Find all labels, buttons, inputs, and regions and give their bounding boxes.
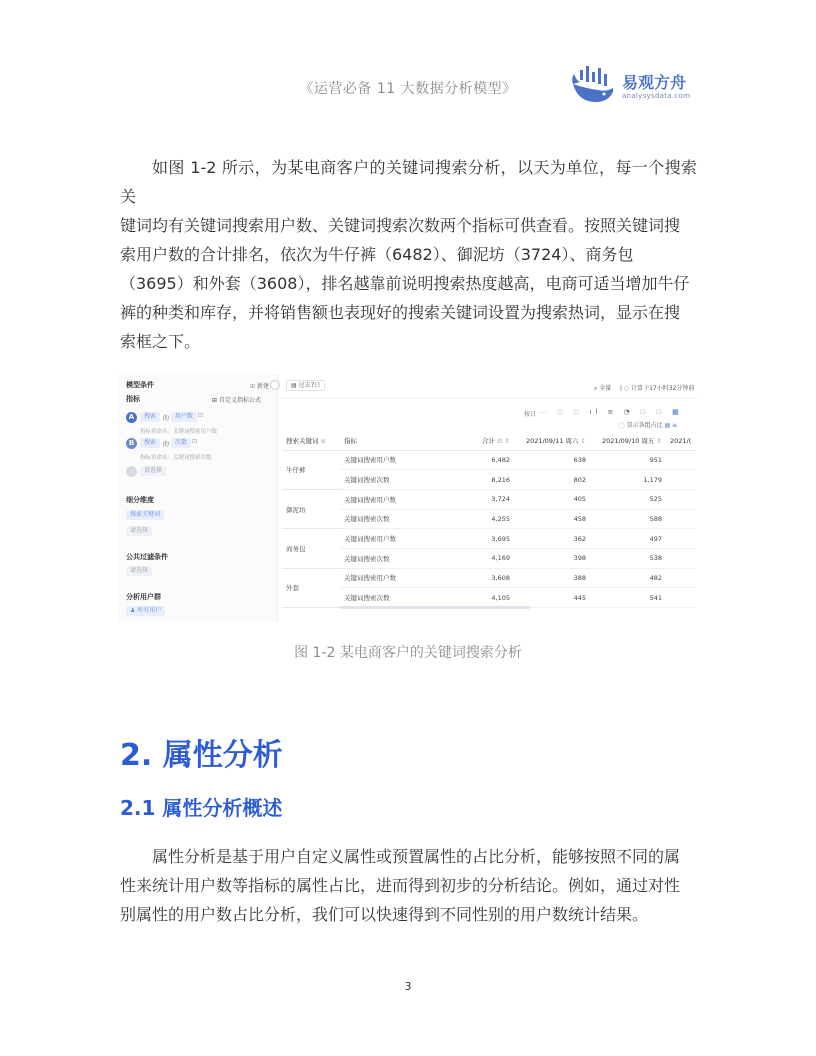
search-icon: ⌕ bbox=[594, 385, 600, 392]
toolbar-divider bbox=[278, 398, 698, 399]
total-cell: 3,695 bbox=[474, 529, 514, 549]
total-cell: 4,255 bbox=[474, 509, 514, 529]
users-select[interactable]: ♟ 所有用户 bbox=[126, 606, 165, 616]
model-conditions-title: 模型条件 bbox=[126, 381, 154, 389]
total-cell: 8,216 bbox=[474, 470, 514, 490]
metric-b-event-select[interactable]: 搜索 bbox=[140, 438, 160, 448]
date-range-picker[interactable]: ▤ 过去7日 bbox=[286, 380, 325, 391]
breakdown-add-select[interactable]: 请选择 bbox=[126, 526, 152, 536]
paragraph-line: 如图 1-2 所示，为某电商客户的关键词搜索分析，以天为单位，每一个搜索关 bbox=[120, 158, 697, 206]
calc-time-label: | ◌ 计算于17小时32分钟前 bbox=[620, 385, 695, 392]
breakdown-select[interactable]: 搜索关键词 bbox=[126, 510, 164, 520]
chart-type-icons[interactable]: — ⊡ ⊡ ıl ≡ ◔ ⊡ ⊡ ▦ bbox=[540, 408, 683, 416]
day-cell: 497 bbox=[590, 529, 666, 549]
logo-subtext: analysysdata.com bbox=[622, 92, 691, 100]
paragraph-attribute-analysis bbox=[120, 842, 697, 929]
col-date-1[interactable]: 2021/09/11 周六 ⇕ bbox=[514, 432, 590, 450]
metric-cell: 关键词搜索用户数 bbox=[340, 568, 474, 588]
horizontal-scrollbar[interactable] bbox=[340, 606, 530, 609]
paragraph-line: 属性分析是基于用户自定义属性或预置属性的占比分析，能够按照不同的属 bbox=[152, 847, 681, 866]
user-icon: ♟ bbox=[130, 607, 138, 614]
custom-formula-link[interactable]: ⊞ 自定义指标公式 bbox=[212, 397, 261, 404]
metric-a-badge: A bbox=[126, 412, 137, 423]
paragraph-line: 裤的种类和库存，并将销售额也表现好的搜索关键词设置为搜索热词，显示在搜 bbox=[120, 303, 681, 322]
day-cell: 541 bbox=[590, 588, 666, 608]
show-percent-toggle[interactable]: ◯ 显示各组占比 ▤ ≡ bbox=[618, 422, 678, 429]
new-icon: ⊞ bbox=[250, 383, 257, 390]
day-cell: 405 bbox=[514, 489, 590, 509]
col-total[interactable]: 合计 ⊟ ⇕ bbox=[474, 432, 514, 450]
new-button[interactable]: ⊞ 新建 bbox=[250, 383, 269, 390]
day-cell: 538 bbox=[590, 548, 666, 568]
metric-a-alias: 指标重命名：关键词搜索用户数 bbox=[140, 429, 218, 435]
brand-logo bbox=[570, 62, 700, 106]
keyword-search-analysis-screenshot bbox=[118, 374, 698, 622]
metric-b-measure-select[interactable]: 次数 bbox=[171, 438, 191, 448]
table-row bbox=[282, 568, 696, 588]
paragraph-line: 索用户数的合计排名，依次为牛仔裤（6482）、御泥坊（3724）、商务包 bbox=[120, 245, 634, 264]
metric-cell: 关键词搜索次数 bbox=[340, 509, 474, 529]
formula-icon: ⊞ bbox=[212, 397, 219, 404]
keyword-cell: 商务包 bbox=[282, 529, 340, 568]
document-header-title: 《运营必备 11 大数据分析模型》 bbox=[299, 81, 517, 97]
metric-b-of-label: 的 bbox=[163, 441, 170, 448]
filter-title: 公共过滤条件 bbox=[126, 553, 168, 561]
whale-logo-icon bbox=[570, 62, 616, 106]
day-cell: 482 bbox=[590, 568, 666, 588]
day-cell: 362 bbox=[514, 529, 590, 549]
keyword-cell: 外套 bbox=[282, 568, 340, 607]
table-row bbox=[282, 450, 696, 470]
metric-a-measure-select[interactable]: 用户数 bbox=[171, 412, 197, 422]
keyword-cell: 御泥坊 bbox=[282, 489, 340, 528]
day-cell: 1,179 bbox=[590, 470, 666, 490]
table-row bbox=[282, 470, 696, 490]
day-cell: 398 bbox=[514, 548, 590, 568]
metric-cell: 关键词搜索次数 bbox=[340, 588, 474, 608]
table-row bbox=[282, 588, 696, 608]
figure-caption: 图 1-2 某电商客户的关键词搜索分析 bbox=[294, 645, 522, 661]
paragraph-line: （3695）和外套（3608），排名越靠前说明搜索热度越高，电商可适当增加牛仔 bbox=[120, 274, 690, 293]
table-row bbox=[282, 489, 696, 509]
full-screen-button[interactable]: ⌕ 全量 bbox=[594, 385, 612, 392]
table-row bbox=[282, 509, 696, 529]
day-cell: 388 bbox=[514, 568, 590, 588]
refresh-icon: | ◌ bbox=[620, 385, 632, 392]
total-cell: 4,105 bbox=[474, 588, 514, 608]
table-view-icon[interactable]: ▤ ≡ bbox=[664, 422, 678, 429]
day-cell: 588 bbox=[590, 509, 666, 529]
keyword-cell: 牛仔裤 bbox=[282, 450, 340, 489]
day-cell: 802 bbox=[514, 470, 590, 490]
table-row bbox=[282, 529, 696, 549]
metric-cell: 关键词搜索次数 bbox=[340, 548, 474, 568]
metric-cell: 关键词搜索用户数 bbox=[340, 529, 474, 549]
model-conditions-panel bbox=[118, 374, 278, 622]
col-date-3: 2021/( bbox=[666, 432, 696, 450]
filter-add-select[interactable]: 请选择 bbox=[126, 566, 152, 576]
total-cell: 3,608 bbox=[474, 568, 514, 588]
checkbox-icon: ◯ bbox=[618, 422, 627, 429]
metric-a-rename-icon[interactable]: ⊡ bbox=[198, 412, 204, 419]
paragraph-keyword-analysis bbox=[120, 153, 697, 356]
metric-cell: 关键词搜索用户数 bbox=[340, 450, 474, 470]
metric-b-rename-icon[interactable]: ⊡ bbox=[192, 438, 198, 445]
calendar-icon: ▤ bbox=[291, 382, 299, 389]
keyword-search-table bbox=[282, 432, 696, 608]
by-day-select[interactable]: 按日 bbox=[524, 411, 537, 418]
total-cell: 3,724 bbox=[474, 489, 514, 509]
metric-cell: 关键词搜索次数 bbox=[340, 470, 474, 490]
table-header-row bbox=[282, 432, 696, 450]
metric-a-event-select[interactable]: 搜索 bbox=[140, 412, 160, 422]
result-panel bbox=[278, 374, 698, 622]
paragraph-line: 键词均有关键词搜索用户数、关键词搜索次数两个指标可供查看。按照关键词搜 bbox=[120, 216, 681, 235]
day-cell: 525 bbox=[590, 489, 666, 509]
metric-title: 指标 bbox=[126, 395, 140, 403]
page-number: 3 bbox=[404, 980, 412, 993]
metric-b-badge: B bbox=[126, 438, 137, 449]
total-cell: 6,482 bbox=[474, 450, 514, 470]
paragraph-line: 性来统计用户数等指标的属性占比，进而得到初步的分析结论。例如，通过对性 bbox=[120, 876, 681, 895]
breakdown-title: 细分维度 bbox=[126, 496, 154, 504]
table-row bbox=[282, 548, 696, 568]
day-cell: 638 bbox=[514, 450, 590, 470]
col-date-2[interactable]: 2021/09/10 周五 ⇕ bbox=[590, 432, 666, 450]
users-title: 分析用户群 bbox=[126, 593, 161, 601]
subsection-heading: 2.1 属性分析概述 bbox=[120, 796, 283, 820]
add-metric-select[interactable]: 请选择 bbox=[140, 466, 166, 476]
metric-b-alias: 指标重命名：关键词搜索次数 bbox=[140, 455, 212, 461]
paragraph-line: 索框之下。 bbox=[120, 332, 201, 351]
paragraph-line: 别属性的用户数占比分析，我们可以快速得到不同性别的用户数统计结果。 bbox=[120, 905, 649, 924]
total-cell: 4,169 bbox=[474, 548, 514, 568]
col-metric: 指标 bbox=[340, 432, 474, 450]
metric-cell: 关键词搜索用户数 bbox=[340, 489, 474, 509]
section-heading: 2. 属性分析 bbox=[120, 738, 283, 773]
add-metric-badge bbox=[126, 466, 137, 477]
day-cell: 458 bbox=[514, 509, 590, 529]
day-cell: 951 bbox=[590, 450, 666, 470]
col-keyword[interactable]: 搜索关键词 ⊜ bbox=[282, 432, 340, 450]
day-cell: 445 bbox=[514, 588, 590, 608]
metric-a-of-label: 的 bbox=[163, 415, 170, 422]
logo-text: 易观方舟 bbox=[622, 73, 687, 92]
